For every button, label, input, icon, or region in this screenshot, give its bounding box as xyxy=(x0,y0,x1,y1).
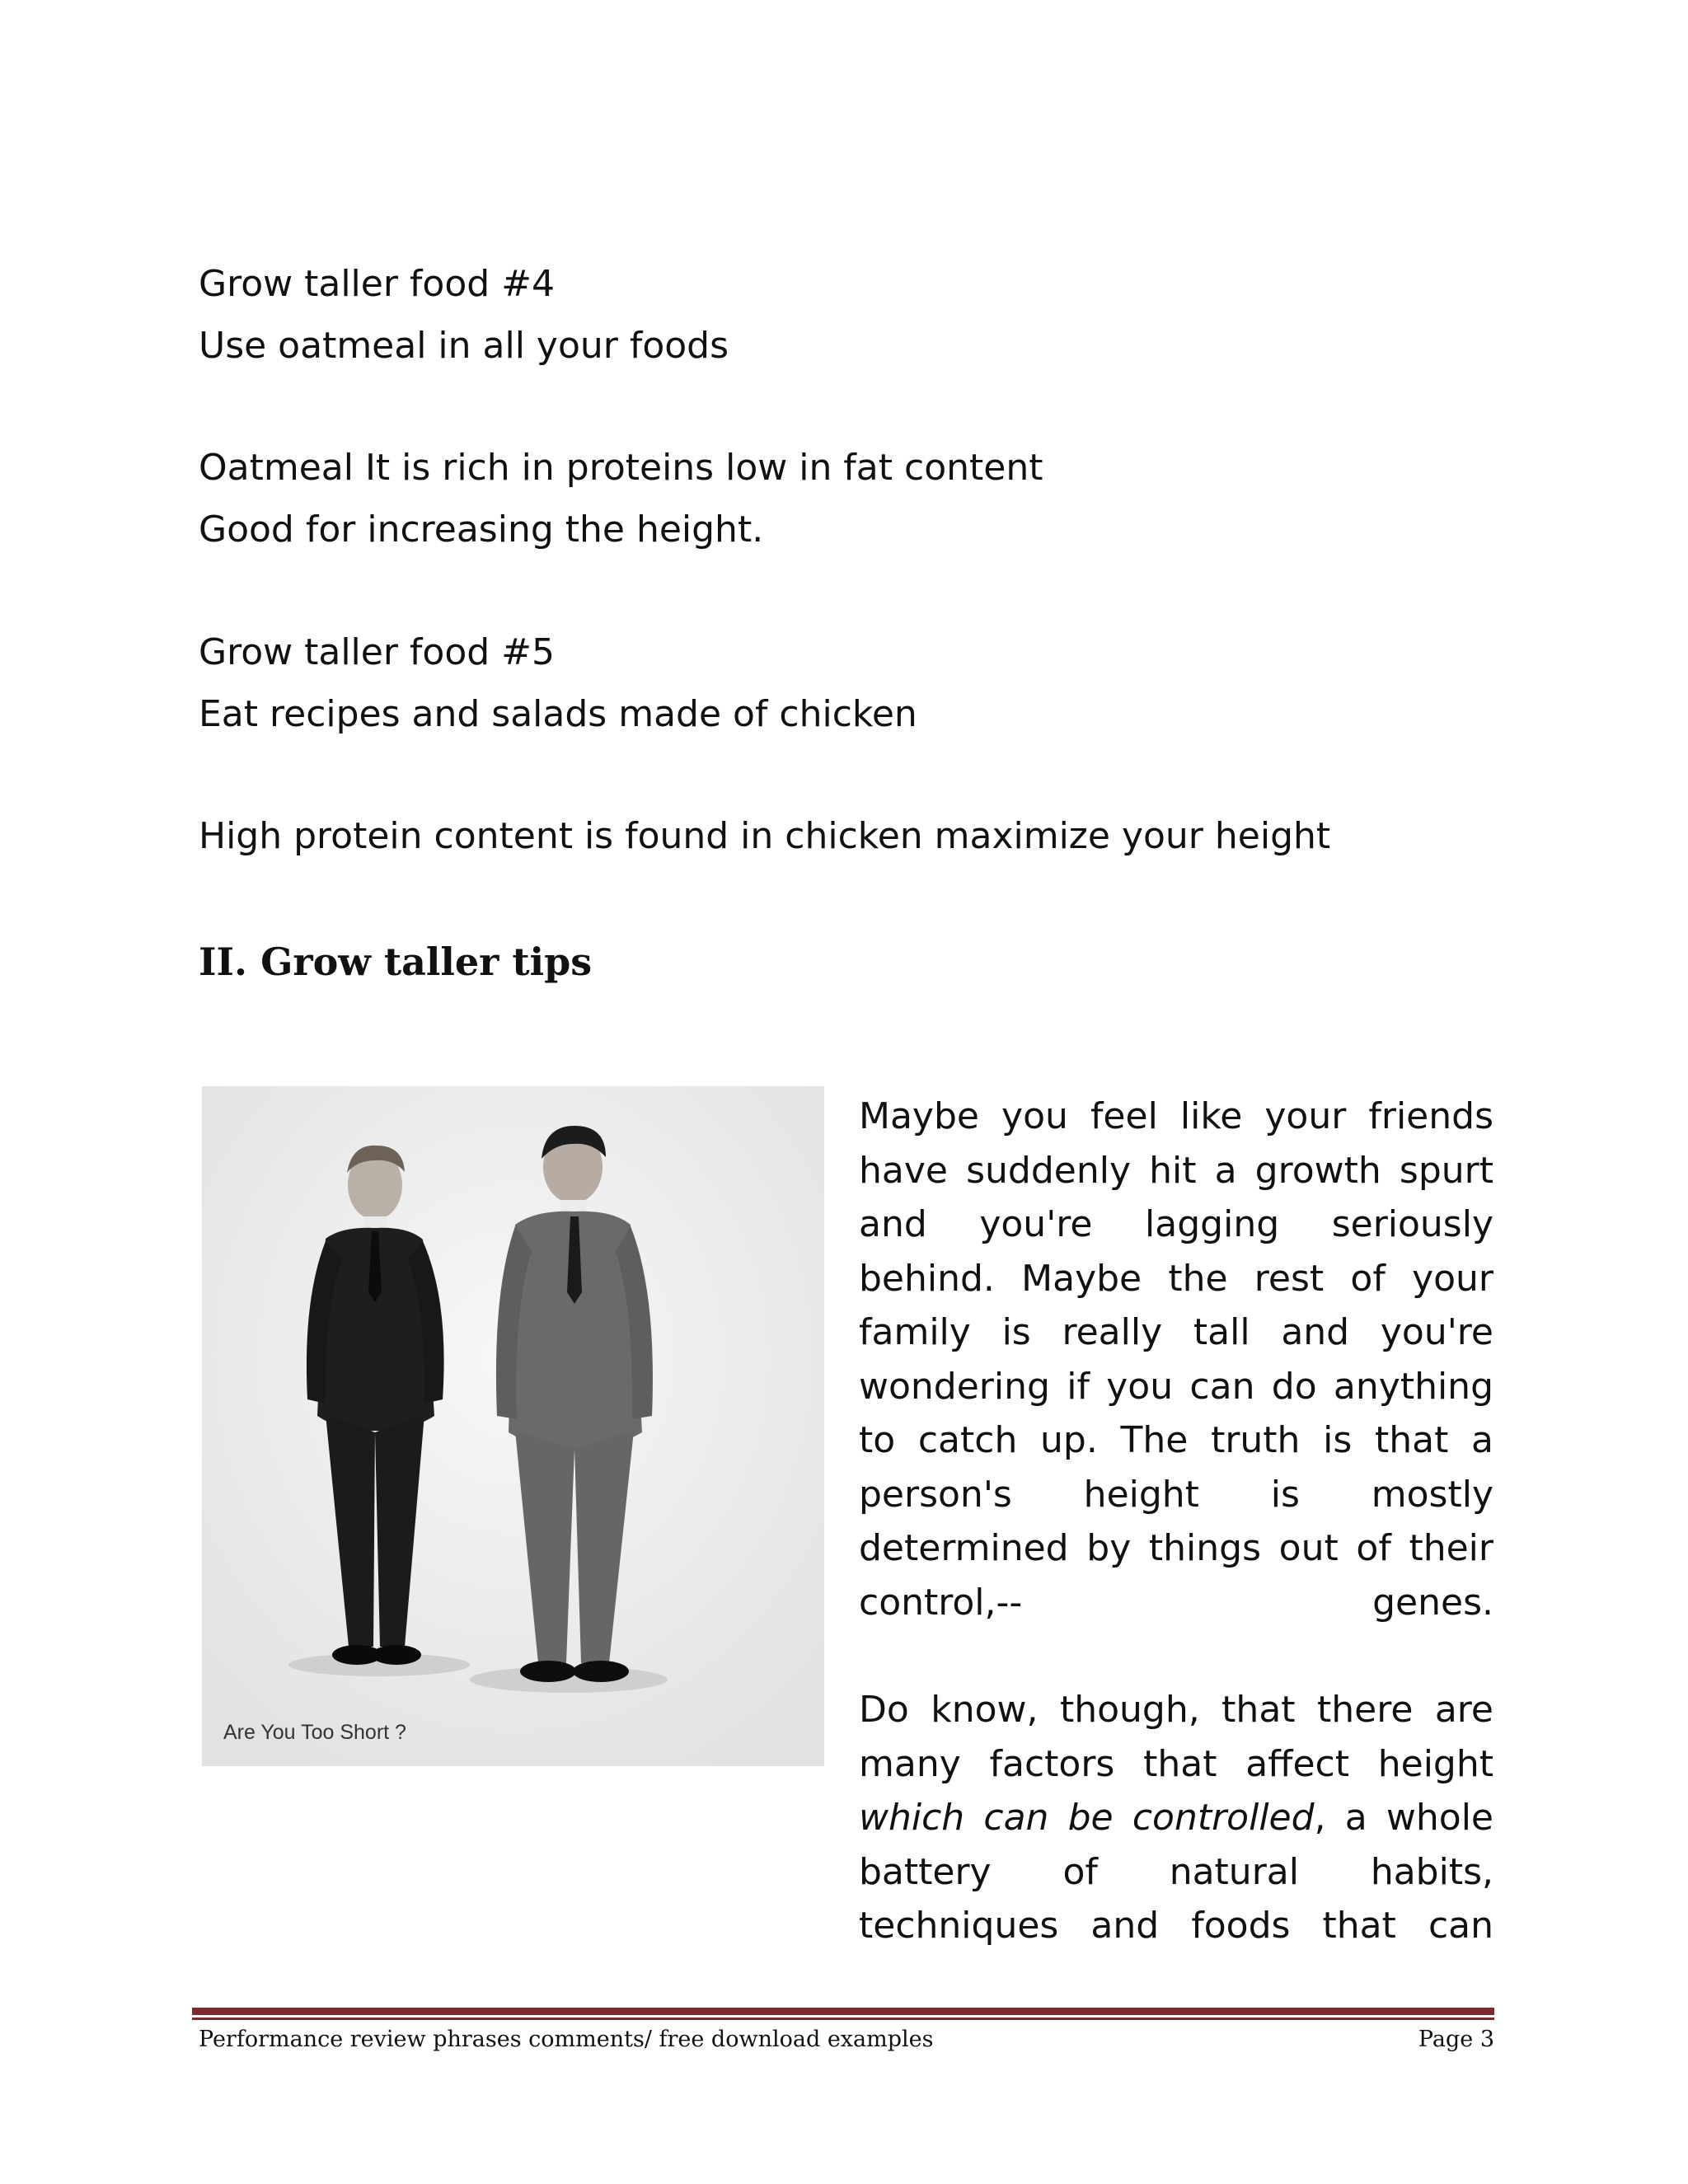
food-4-title: Grow taller food #4 xyxy=(199,263,556,305)
paragraph-factors xyxy=(859,1683,1493,1953)
two-men-photo-illustration xyxy=(202,1086,824,1766)
oatmeal-benefit-line-1: Oatmeal It is rich in proteins low in fat content xyxy=(199,447,1043,489)
two-men-photo xyxy=(202,1086,824,1766)
footer-title: Performance review phrases comments/ free download examples xyxy=(199,2027,934,2052)
oatmeal-benefit-line-2: Good for increasing the height. xyxy=(199,509,764,551)
photo-caption: Are You Too Short ? xyxy=(223,1721,406,1744)
paragraph-genes: Maybe you feel like your friends have suddenly hit a growth spurt and you're lagging seriously behind. Maybe the rest of your family is really tall and you're wondering if you can do anything to catch up. The truth is that a person's height is mostly determined by things out of their control,-- genes. xyxy=(859,1095,1493,1624)
chicken-benefit-line: High protein content is found in chicken maximize your height xyxy=(199,815,1331,857)
food-5-description: Eat recipes and salads made of chicken xyxy=(199,693,917,735)
footer-page-number: Page 3 xyxy=(1418,2027,1494,2052)
text-column xyxy=(859,1090,1493,1953)
food-5-title: Grow taller food #5 xyxy=(199,631,556,673)
paragraph-factors-end: , a whole battery of natural habits, techniques and foods that can xyxy=(859,1797,1493,1947)
paragraph-factors-start: Do know, though, that there are many factors that affect height xyxy=(859,1689,1493,1785)
food-4-description: Use oatmeal in all your foods xyxy=(199,325,729,367)
footer-rule-thin xyxy=(192,2018,1494,2020)
section-heading: II. Grow taller tips xyxy=(199,940,593,984)
paragraph-factors-emphasis: which can be controlled xyxy=(859,1797,1315,1839)
footer-rule-thick xyxy=(192,2008,1494,2015)
